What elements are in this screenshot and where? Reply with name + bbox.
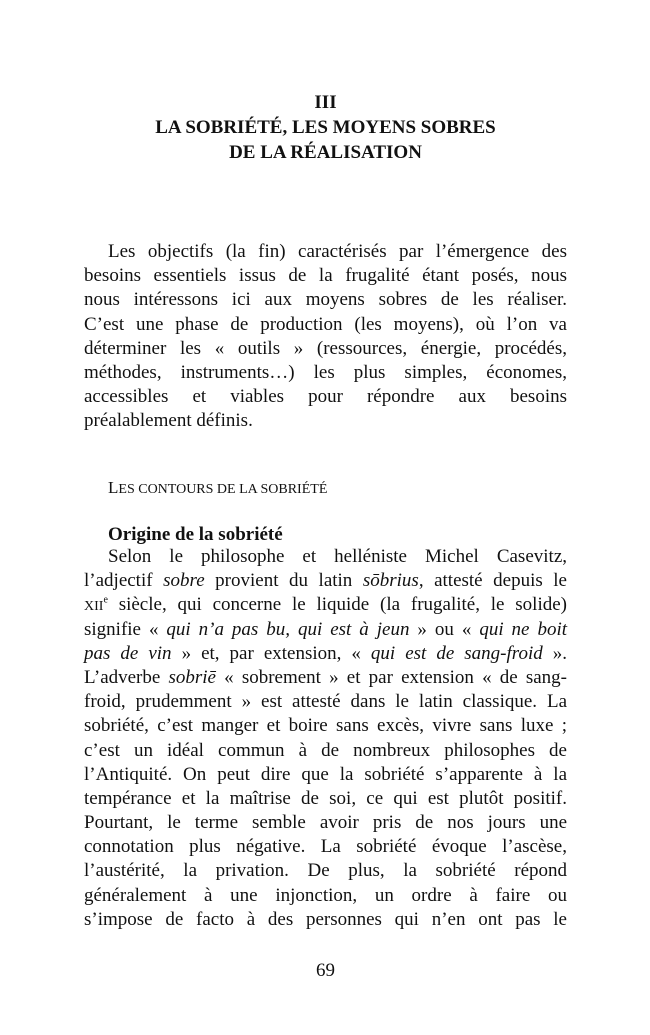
body-line: sobriété, c’est manger et boire sans excès, vivre sans luxe ; (84, 715, 567, 737)
chapter-title-line-1: LA SOBRIÉTÉ, LES MOYENS SOBRES (155, 117, 496, 138)
section-title (108, 478, 327, 498)
body-line: connotation plus négative. La sobriété évoque l’ascèse, (84, 836, 567, 858)
section-title-rest: ES CONTOURS DE LA SOBRIÉTÉ (118, 482, 328, 497)
intro-line: besoins essentiels issus de la frugalité étant posés, nous (84, 265, 567, 287)
intro-line: méthodes, instruments…) les plus simples, économes, (84, 361, 567, 383)
body-line: généralement à une injonction, un ordre à faire ou (84, 884, 567, 906)
body-line: Pourtant, le terme semble avoir pris de nos jours une (84, 812, 567, 834)
chapter-title-line-2: DE LA RÉALISATION (229, 142, 422, 163)
intro-line: C’est une phase de production (les moyens), où l’on va (84, 313, 567, 335)
body-line: pas de vin » et, par extension, « qui est de sang-froid ». (84, 642, 568, 664)
body-line: froid, prudemment » est attesté dans le latin classique. La (84, 691, 567, 713)
intro-line: nous intéressons ici aux moyens sobres de les réaliser. (84, 289, 567, 311)
intro-line: préalablement définis. (84, 410, 253, 432)
body-line: XIIe siècle, qui concerne le liquide (la frugalité, le solide) (84, 594, 567, 616)
body-line: l’Antiquité. On peut dire que la sobriété s’apparente à la (84, 763, 567, 785)
page-number: 69 (316, 960, 335, 981)
intro-line: déterminer les « outils » (ressources, énergie, procédés, (84, 337, 567, 359)
section-title-capital: L (108, 478, 119, 497)
body-line: signifie « qui n’a pas bu, qui est à jeun » ou « qui ne boit (84, 618, 567, 640)
chapter-number: III (314, 92, 337, 113)
body-line: l’austérité, la privation. De plus, la sobriété répond (84, 860, 567, 882)
body-line: tempérance et la maîtrise de soi, ce qui est plutôt positif. (84, 787, 567, 809)
body-line: Selon le philosophe et helléniste Michel Casevitz, (108, 546, 567, 567)
body-paragraph (84, 545, 567, 932)
chapter-heading (84, 90, 567, 165)
subsection-title: Origine de la sobriété (108, 524, 283, 545)
intro-line: accessibles et viables pour répondre aux besoins (84, 386, 567, 408)
body-line: c’est un idéal commun à de nombreux philosophes de (84, 739, 567, 761)
intro-paragraph (84, 240, 567, 434)
intro-line: Les objectifs (la fin) caractérisés par l’émergence des (108, 241, 567, 262)
body-line: s’impose de facto à des personnes qui n’en ont pas le (84, 908, 567, 930)
body-line: l’adjectif sobre provient du latin sōbrius, attesté depuis le (84, 570, 567, 592)
body-line: L’adverbe sobriē « sobrement » et par extension « de sang- (84, 666, 567, 688)
